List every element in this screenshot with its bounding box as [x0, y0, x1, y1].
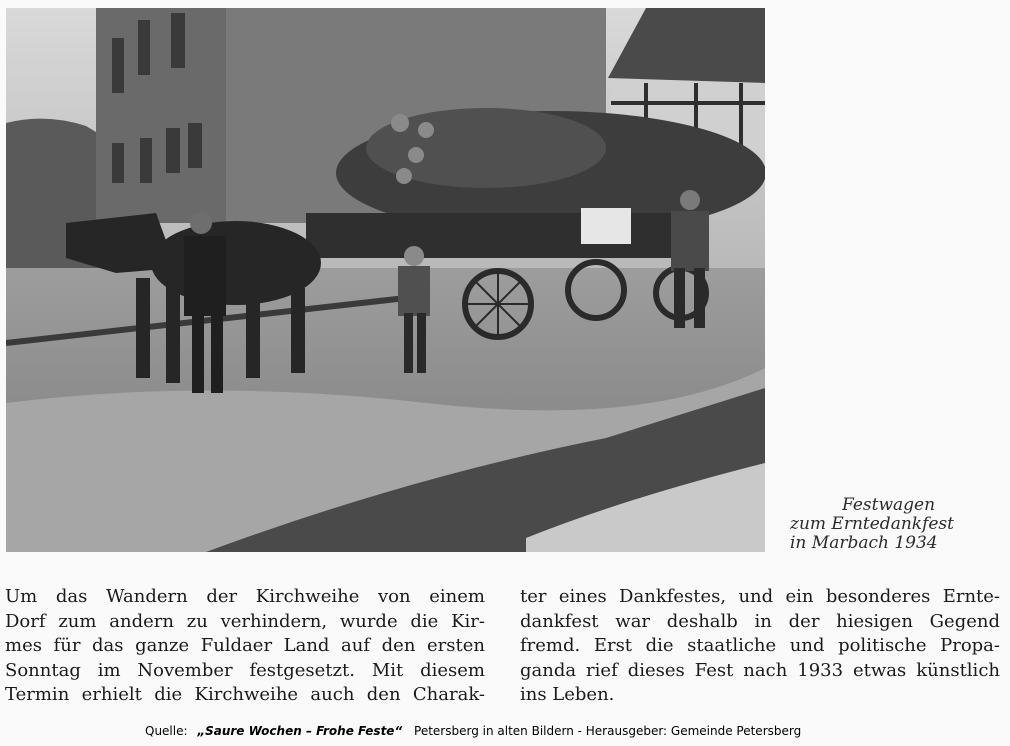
body-text-right-column [520, 585, 1000, 708]
text-line: ganda rief dieses Fest nach 1933 etwas künstlich [520, 659, 1000, 681]
footer-publisher: Petersberg in alten Bildern - Herausgeber: Gemeinde Petersberg [414, 724, 802, 738]
body-text-left-column [5, 585, 485, 708]
text-line: mes für das ganze Fuldaer Land auf den ersten [5, 635, 485, 656]
wagon-sign [581, 208, 631, 244]
photo-illustration [6, 8, 765, 552]
text-line: fremd. Erst die staatliche und politische Propa- [520, 635, 1000, 656]
text-line: dankfest war deshalb in der hiesigen Gegend [520, 610, 1000, 632]
text-line: Sonntag im November festgesetzt. Mit diesem [5, 659, 485, 681]
historic-photo [6, 8, 765, 552]
text-line: Dorf zum andern zu verhindern, wurde die Kir- [5, 610, 485, 632]
caption-line: zum Erntedankfest [790, 514, 954, 534]
text-line: Termin erhielt die Kirchweihe auch den Charak- [5, 684, 485, 705]
wagon-bed [306, 213, 706, 258]
text-line: ter eines Dankfestes, und ein besonderes Ernte- [520, 586, 1000, 607]
text-line: Um das Wandern der Kirchweihe von einem [5, 586, 485, 607]
footer-book-title: „Saure Wochen – Frohe Feste“ [197, 724, 403, 738]
caption-line: Festwagen [842, 495, 936, 515]
caption-line: in Marbach 1934 [790, 533, 938, 553]
source-footer [145, 724, 1005, 738]
photo-caption [772, 496, 1004, 553]
text-line: ins Leben. [520, 684, 615, 705]
footer-label: Quelle: [145, 724, 188, 738]
